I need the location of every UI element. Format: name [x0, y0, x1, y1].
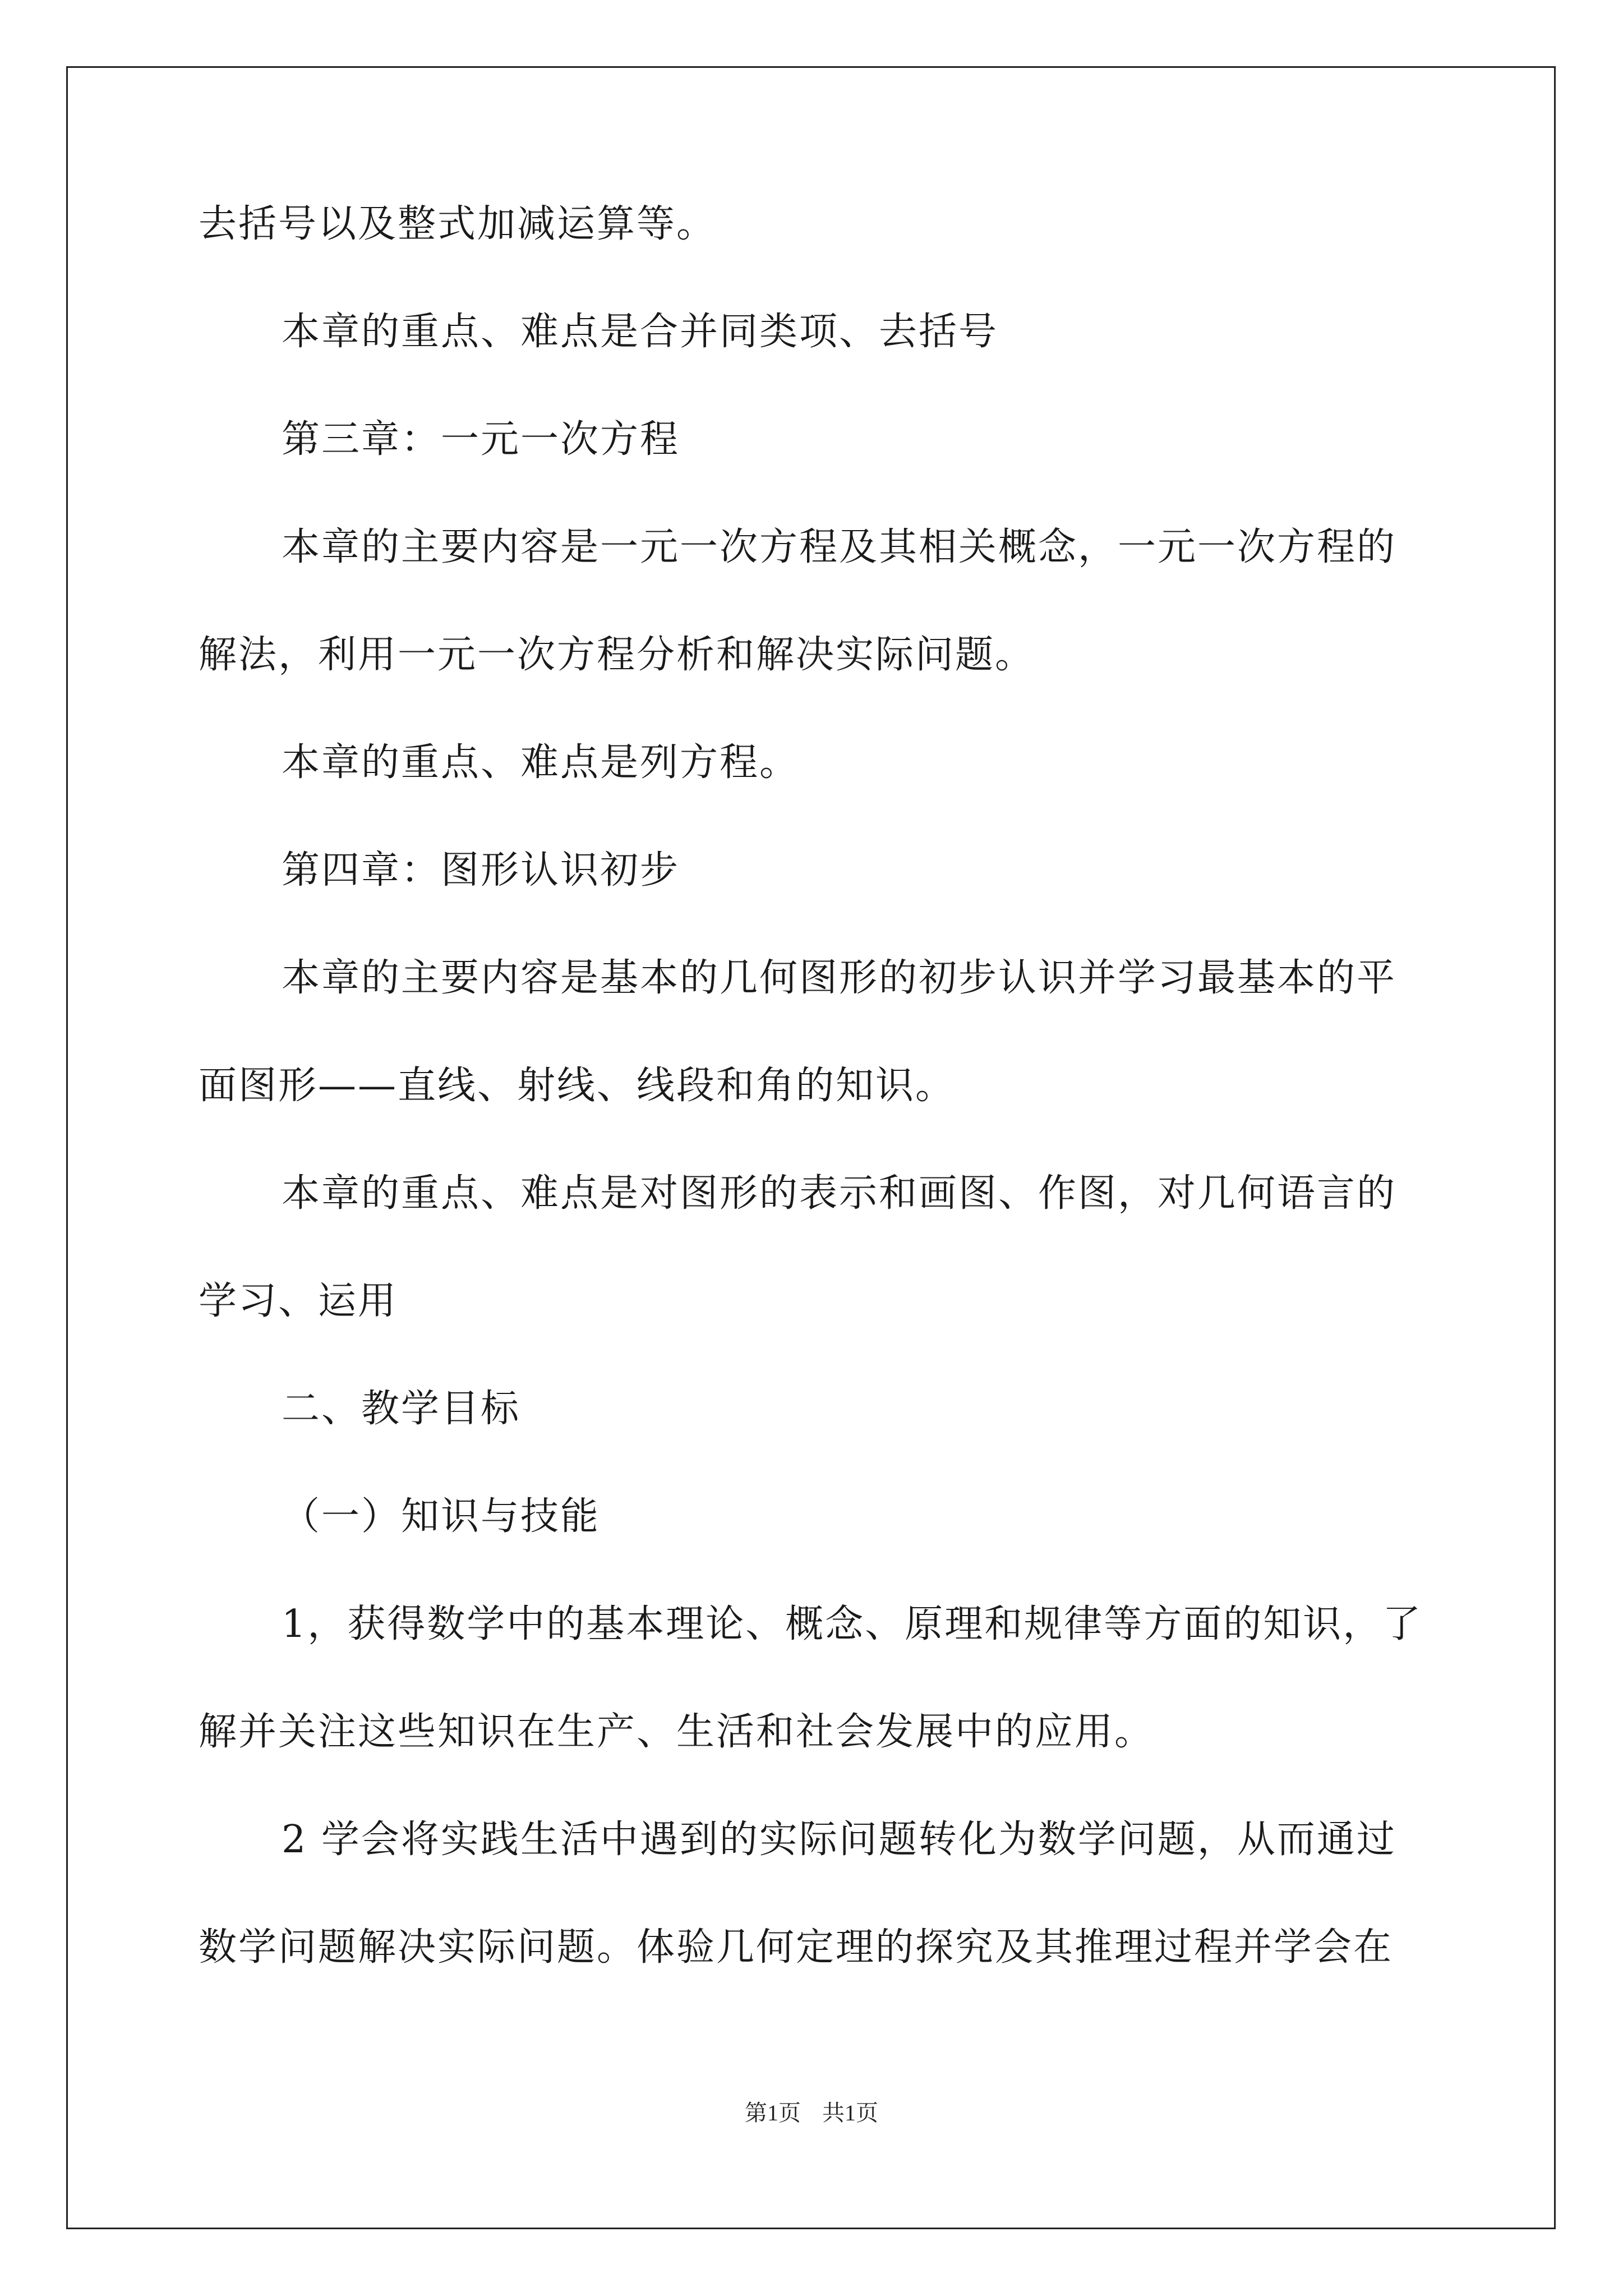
text-line: 去括号以及整式加减运算等。 [199, 202, 717, 246]
text-line: 本章的主要内容是基本的几何图形的初步认识并学习最基本的平 [282, 956, 1397, 1000]
chapter-heading: 第四章：图形认识初步 [282, 848, 680, 892]
subsection-heading: （一）知识与技能 [282, 1494, 601, 1539]
page-total: 共1页 [822, 2100, 878, 2125]
text-line: 面图形——直线、射线、线段和角的知识。 [199, 1064, 956, 1108]
text-line: 本章的主要内容是一元一次方程及其相关概念，一元一次方程的 [282, 525, 1397, 569]
text-line: 解并关注这些知识在生产、生活和社会发展中的应用。 [199, 1710, 1155, 1754]
text-line: 本章的重点、难点是列方程。 [282, 740, 800, 785]
text-line: 解法，利用一元一次方程分析和解决实际问题。 [199, 633, 1035, 677]
section-heading: 二、教学目标 [282, 1387, 521, 1431]
chapter-heading: 第三章：一元一次方程 [282, 417, 680, 462]
text-line: 2 学会将实践生活中遇到的实际问题转化为数学问题，从而通过 [282, 1818, 1396, 1862]
text-line: 本章的重点、难点是合并同类项、去括号 [282, 310, 999, 354]
page-number: 第1页 [745, 2100, 801, 2125]
text-line: 数学问题解决实际问题。体验几何定理的探究及其推理过程并学会在 [199, 1925, 1394, 1970]
text-line: 学习、运用 [199, 1279, 398, 1323]
text-line: 1，获得数学中的基本理论、概念、原理和规律等方面的知识，了 [282, 1602, 1423, 1646]
page-footer [0, 2099, 1623, 2127]
text-line: 本章的重点、难点是对图形的表示和画图、作图，对几何语言的 [282, 1171, 1397, 1216]
page-border [66, 66, 1556, 2229]
